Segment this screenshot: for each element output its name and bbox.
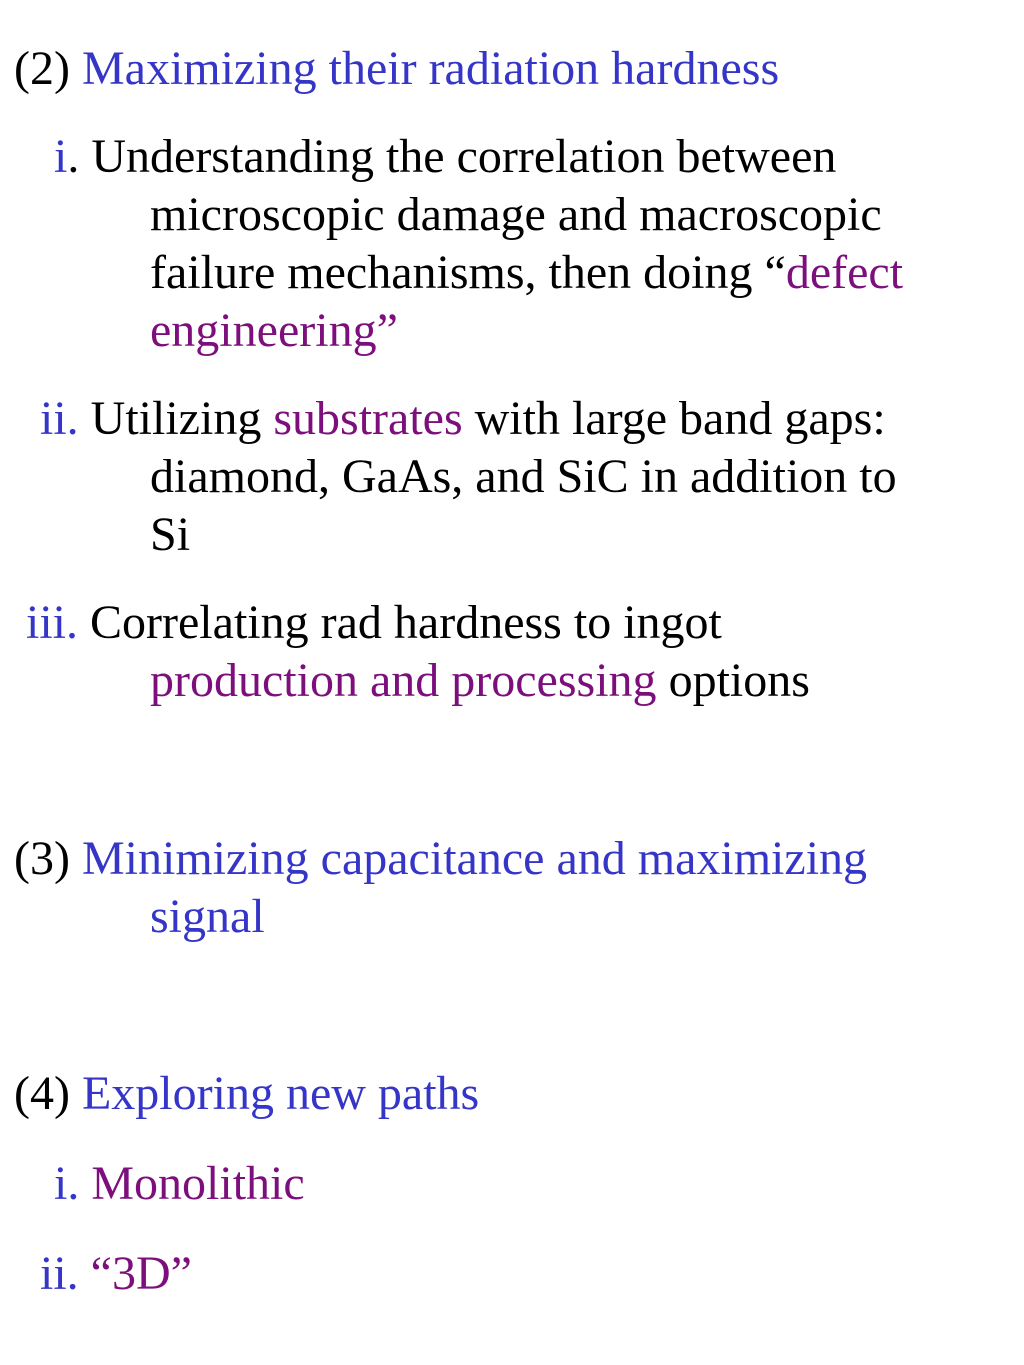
section-3-heading <box>14 830 867 888</box>
section-2-item-i-line4 <box>150 302 398 360</box>
section-2-item-ii-line1 <box>40 390 886 448</box>
section-2-item-i-marker: i <box>54 130 68 183</box>
section-4-heading <box>14 1065 479 1123</box>
section-2-item-i-line2-text: microscopic damage and macroscopic <box>150 188 882 241</box>
section-2-number: (2) <box>14 42 70 95</box>
section-2-heading <box>14 40 779 98</box>
section-2-item-ii-text1: Utilizing <box>78 392 274 445</box>
section-3-title-line1: Minimizing capacitance and maximizing <box>81 832 868 885</box>
section-2-item-i-line3-text: failure mechanisms, then doing “ <box>150 246 786 299</box>
section-4-item-ii-marker: ii. <box>40 1247 79 1300</box>
section-2-item-iii-line1 <box>26 594 722 652</box>
monolithic-term: Monolithic <box>91 1157 305 1210</box>
section-2-item-iii-line2 <box>150 652 810 710</box>
3d-term: “3D” <box>90 1247 192 1300</box>
section-4-item-i <box>54 1155 305 1213</box>
section-2-item-i-dot: . <box>67 130 80 183</box>
section-2-item-ii-line3 <box>150 506 190 564</box>
section-2-item-i-line1 <box>54 128 836 186</box>
section-2-item-ii-marker: ii. <box>40 392 79 445</box>
section-2-item-i-line3 <box>150 244 903 302</box>
closing-quote: ” <box>376 304 398 357</box>
section-2-item-i-line2 <box>150 186 882 244</box>
section-4-item-i-marker: i. <box>54 1157 80 1210</box>
section-2-item-ii-text2: with large band gaps: <box>462 392 886 445</box>
section-2-item-iii-text2: options <box>656 654 810 707</box>
section-4-number: (4) <box>14 1067 70 1120</box>
substrates-term: substrates <box>273 392 463 445</box>
section-2-item-ii-line3-text: Si <box>150 508 191 561</box>
section-4-title: Exploring new paths <box>81 1067 480 1120</box>
section-3-title-line2-text: signal <box>150 890 265 943</box>
section-2-item-iii-marker: iii. <box>26 596 79 649</box>
engineering-term: engineering <box>150 304 377 357</box>
defect-term: defect <box>785 246 904 299</box>
section-2-item-ii-line2 <box>150 448 897 506</box>
section-2-item-iii-text1: Correlating rad hardness to ingot <box>78 596 722 649</box>
section-2-item-ii-line2-text: diamond, GaAs, and SiC in addition to <box>150 450 897 503</box>
section-3-number: (3) <box>14 832 70 885</box>
section-2-item-i-text: Understanding the correlation between <box>79 130 837 183</box>
section-3-title-line2 <box>150 888 265 946</box>
section-4-item-ii <box>40 1245 192 1303</box>
section-2-title: Maximizing their radiation hardness <box>81 42 780 95</box>
production-processing-term: production and processing <box>150 654 657 707</box>
